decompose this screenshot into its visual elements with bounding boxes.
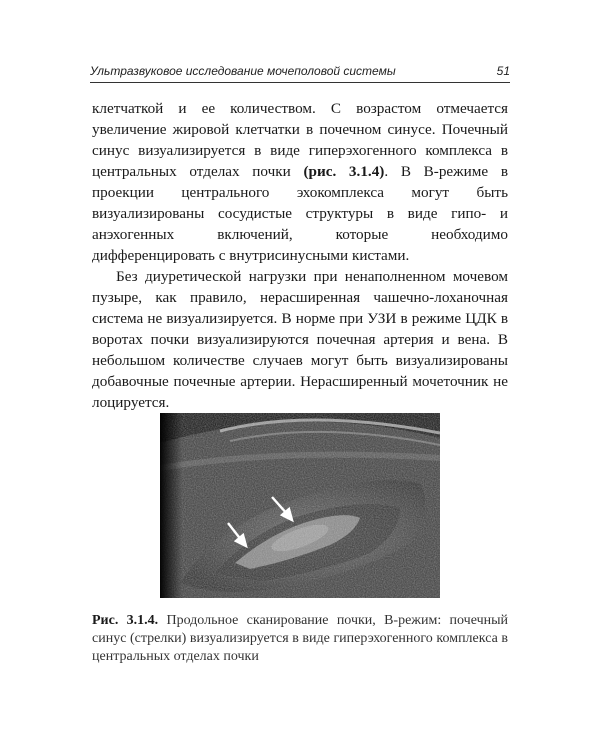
paragraph-1 [92, 98, 508, 266]
body-text [92, 98, 508, 413]
running-header [90, 60, 510, 83]
ultrasound-scan-illustration [160, 413, 440, 598]
figure-reference: (рис. 3.1.4) [303, 163, 385, 180]
paragraph-2: Без диуретической нагрузки при ненаполненном мочевом пузыре, как правило, нерасширенная чашечно-лоханочная система не визуализируется. В норме при УЗИ в режиме ЦДК в воротах почки визуализируются почечная артерия и вена. В небольшом количестве случаев могут быть визуализированы добавочные почечные артерии. Нерасширенный мочеточник не лоцируется. [92, 268, 508, 411]
paragraph-1-text-a: клетчаткой и ее количеством. С возрастом отмечается увеличение жировой клетчатки в почечном синусе. Почечный синус визуализируется в виде гиперэхогенного комплекса в центральных отделах почки [92, 100, 508, 180]
caption-text: Продольное сканирование почки, В-режим: почечный синус (стрелки) визуализируется в виде гиперэхогенного комплекса в центральных отделах почки [92, 613, 508, 664]
caption-label: Рис. 3.1.4. [92, 613, 159, 628]
running-title: Ультразвуковое исследование мочеполовой системы [90, 64, 396, 78]
ultrasound-image [160, 413, 440, 598]
figure-caption [92, 612, 508, 666]
paragraph-1-text-b: . В В-режиме в проекции центрального эхокомплекса могут быть визуализированы сосудистые структуры в виде гипо- и анэхогенных включений, которые необходимо дифференцировать с внутрисинусными кистами. [92, 163, 508, 264]
page-number: 51 [496, 64, 510, 78]
